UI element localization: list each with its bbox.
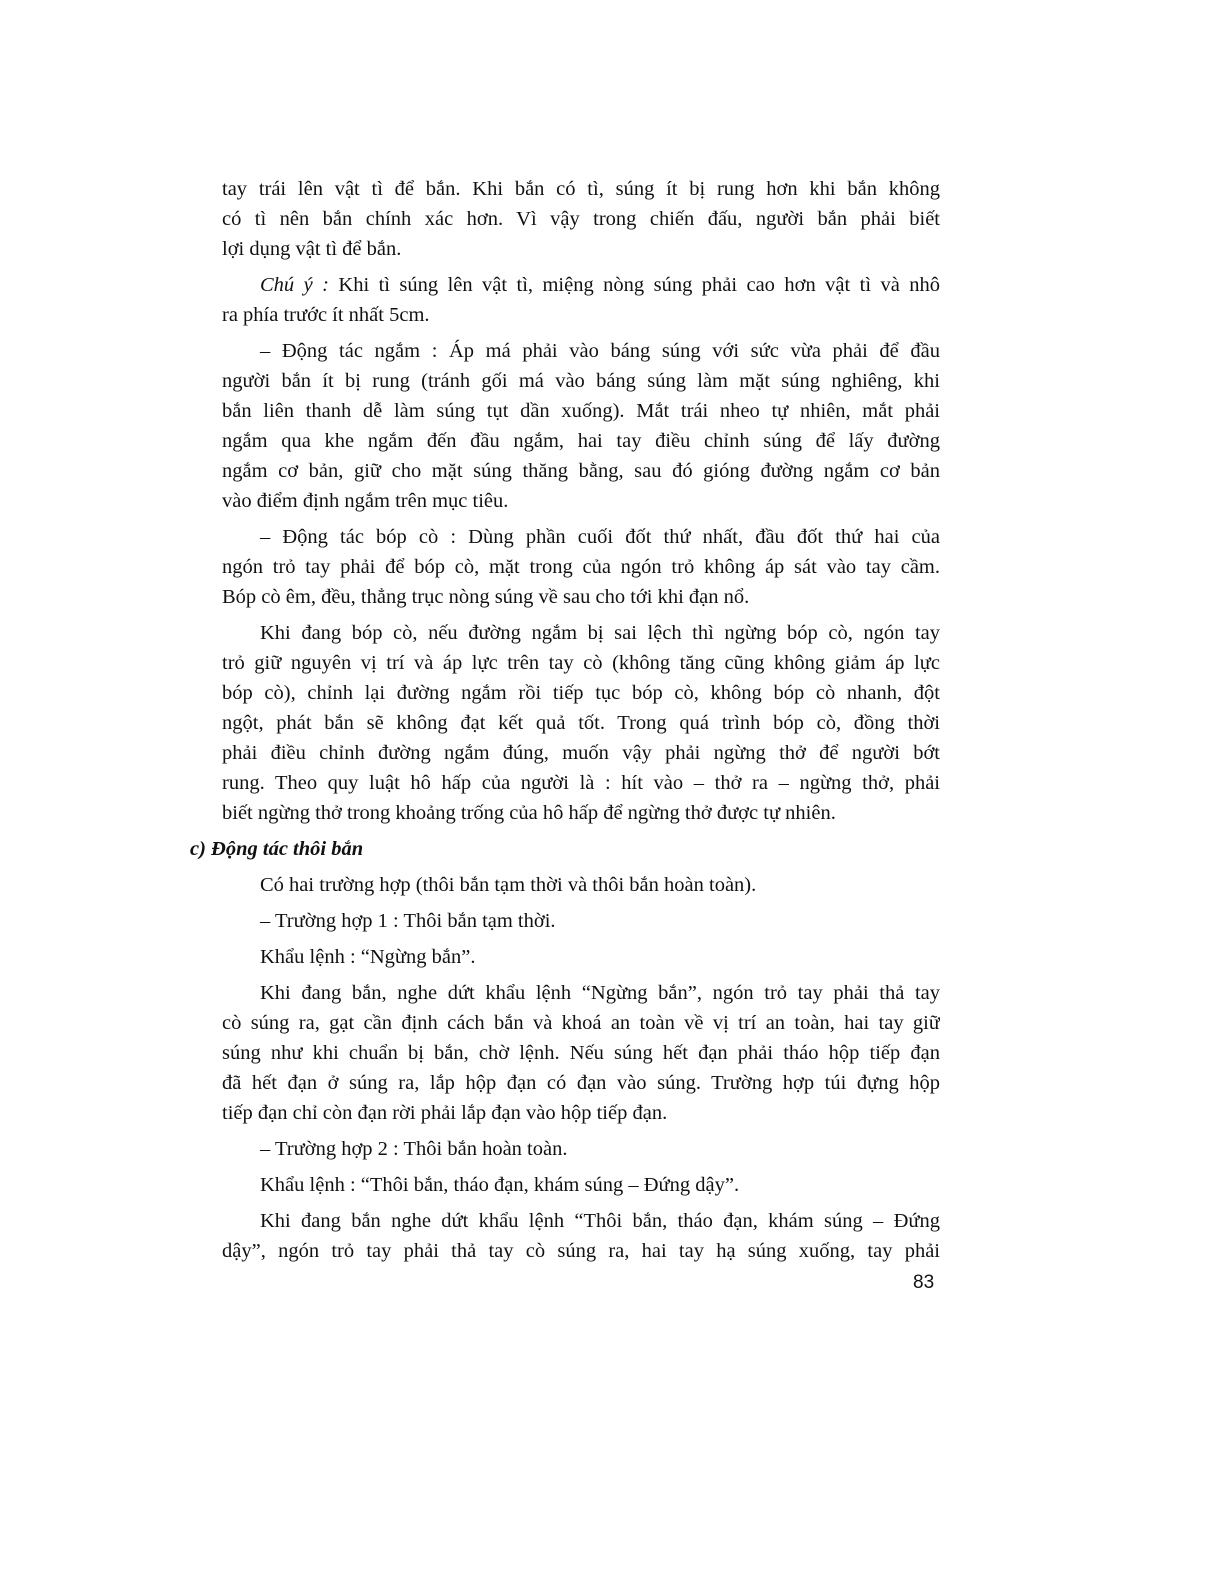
paragraph xyxy=(222,1134,940,1164)
text-line: Có hai trường hợp (thôi bắn tạm thời và thôi bắn hoàn toàn). xyxy=(260,874,757,896)
text-line: đã hết đạn ở súng ra, lắp hộp đạn có đạn vào súng. Trường hợp túi đựng hộp xyxy=(222,1072,940,1094)
text-line: có tì nên bắn chính xác hơn. Vì vậy trong chiến đấu, người bắn phải biết xyxy=(222,208,940,230)
text-line: ngắm cơ bản, giữ cho mặt súng thăng bằng, sau đó gióng đường ngắm cơ bản xyxy=(222,460,940,482)
paragraph xyxy=(222,174,940,264)
text-line: Khi đang bắn nghe dứt khẩu lệnh “Thôi bắn, tháo đạn, khám súng – Đứng xyxy=(260,1210,940,1232)
paragraph xyxy=(222,978,940,1128)
text-line: phải điều chỉnh đường ngắm đúng, muốn vậy phải ngừng thở để người bớt xyxy=(222,742,940,764)
text-line: ngón trỏ tay phải để bóp cò, mặt trong của ngón trỏ không áp sát vào tay cầm. xyxy=(222,556,940,578)
note-label: Chú ý : xyxy=(260,274,329,296)
text-line: tay trái lên vật tì để bắn. Khi bắn có tì, súng ít bị rung hơn khi bắn không xyxy=(222,178,940,200)
text-line: súng như khi chuẩn bị bắn, chờ lệnh. Nếu súng hết đạn phải tháo hộp tiếp đạn xyxy=(222,1042,940,1064)
section-heading: c) Động tác thôi bắn xyxy=(190,838,364,860)
text-line: vào điểm định ngắm trên mục tiêu. xyxy=(222,490,509,512)
text-line: ngắm qua khe ngắm đến đầu ngắm, hai tay điều chỉnh súng để lấy đường xyxy=(222,430,940,452)
paragraph xyxy=(222,336,940,516)
text-line: – Trường hợp 2 : Thôi bắn hoàn toàn. xyxy=(260,1138,568,1160)
text-line: người bắn ít bị rung (tránh gối má vào báng súng làm mặt súng nghiêng, khi xyxy=(222,370,940,392)
paragraph xyxy=(222,942,940,972)
text-line: Khẩu lệnh : “Ngừng bắn”. xyxy=(260,946,476,968)
paragraph xyxy=(222,906,940,936)
text-line: biết ngừng thở trong khoảng trống của hô hấp để ngừng thở được tự nhiên. xyxy=(222,802,836,824)
text-line: Bóp cò êm, đều, thẳng trục nòng súng về sau cho tới khi đạn nổ. xyxy=(222,586,750,608)
paragraph xyxy=(222,870,940,900)
text-line: – Động tác bóp cò : Dùng phần cuối đốt thứ nhất, đầu đốt thứ hai của xyxy=(260,526,940,548)
text-line: bắn liên thanh dễ làm súng tụt dần xuống). Mắt trái nheo tự nhiên, mắt phải xyxy=(222,400,940,422)
text-line: Khẩu lệnh : “Thôi bắn, tháo đạn, khám súng – Đứng dậy”. xyxy=(260,1174,740,1196)
paragraph xyxy=(222,270,940,330)
text-line: trỏ giữ nguyên vị trí và áp lực trên tay cò (không tăng cũng không giảm áp lực xyxy=(222,652,940,674)
text-line: cò súng ra, gạt cần định cách bắn và khoá an toàn về vị trí an toàn, hai tay giữ xyxy=(222,1012,940,1034)
paragraph xyxy=(222,1206,940,1266)
page-body xyxy=(190,174,940,1272)
text-line: dậy”, ngón trỏ tay phải thả tay cò súng ra, hai tay hạ súng xuống, tay phải xyxy=(222,1240,940,1262)
text-line xyxy=(222,270,940,300)
note-text: Khi tì súng lên vật tì, miệng nòng súng phải cao hơn vật tì và nhô xyxy=(328,274,940,296)
page-number: 83 xyxy=(913,1272,935,1293)
text-line: ra phía trước ít nhất 5cm. xyxy=(222,304,430,326)
text-line: – Trường hợp 1 : Thôi bắn tạm thời. xyxy=(260,910,556,932)
text-line: ngột, phát bắn sẽ không đạt kết quả tốt. Trong quá trình bóp cò, đồng thời xyxy=(222,712,940,734)
paragraph xyxy=(222,1170,940,1200)
paragraph xyxy=(222,522,940,612)
text-line: rung. Theo quy luật hô hấp của người là : hít vào – thở ra – ngừng thở, phải xyxy=(222,772,940,794)
text-line: tiếp đạn chỉ còn đạn rời phải lắp đạn vào hộp tiếp đạn. xyxy=(222,1102,668,1124)
text-line: – Động tác ngắm : Áp má phải vào báng súng với sức vừa phải để đầu xyxy=(260,340,940,362)
text-line: Khi đang bóp cò, nếu đường ngắm bị sai lệch thì ngừng bóp cò, ngón tay xyxy=(260,622,940,644)
paragraph xyxy=(222,618,940,828)
text-line: Khi đang bắn, nghe dứt khẩu lệnh “Ngừng bắn”, ngón trỏ tay phải thả tay xyxy=(260,982,940,1004)
text-line: bóp cò), chỉnh lại đường ngắm rồi tiếp tục bóp cò, không bóp cò nhanh, đột xyxy=(222,682,940,704)
text-line: lợi dụng vật tì để bắn. xyxy=(222,238,402,260)
